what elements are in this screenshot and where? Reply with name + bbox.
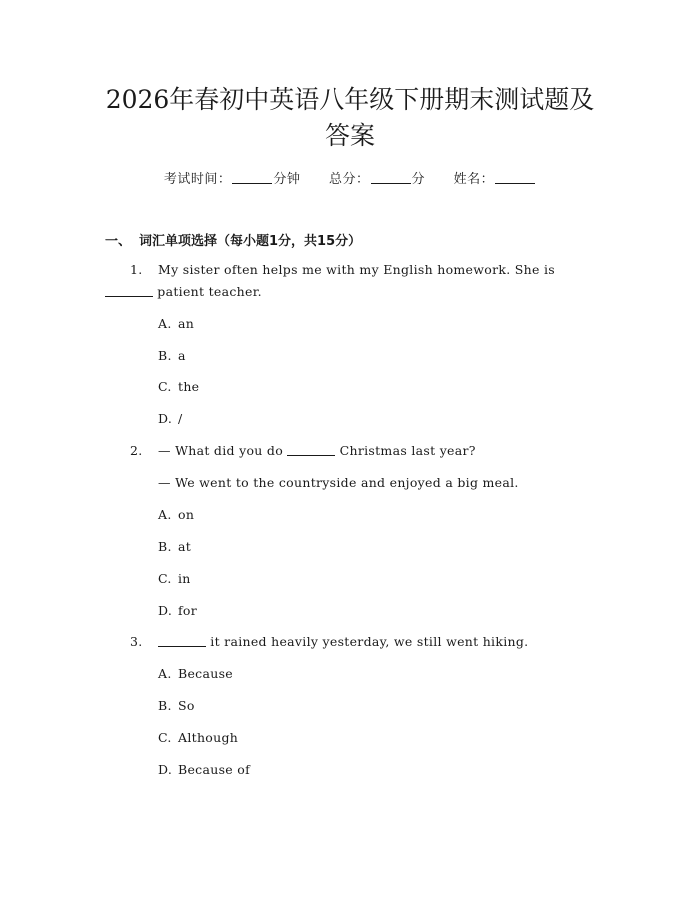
question-text-before: — What did you do <box>158 443 284 458</box>
question-1-line-2 <box>105 284 262 299</box>
option-letter: A. <box>158 507 172 522</box>
option-letter: A. <box>158 666 172 681</box>
question-text: My sister often helps me with my English homework. She is <box>158 262 555 277</box>
question-text-after: Christmas last year? <box>339 443 476 458</box>
name-field <box>454 168 537 187</box>
option-text: on <box>178 507 195 522</box>
option-text: a <box>178 348 186 363</box>
option-c <box>158 730 238 745</box>
answer-blank <box>287 443 335 456</box>
section-heading <box>105 230 361 249</box>
option-b <box>158 348 186 363</box>
question-number: 3. <box>130 634 143 649</box>
section-number: 一、 <box>105 234 132 249</box>
option-text: at <box>178 539 192 554</box>
question-text <box>158 443 476 458</box>
option-letter: D. <box>158 603 173 618</box>
name-blank <box>495 171 535 184</box>
question-response: — We went to the countryside and enjoyed a big meal. <box>158 475 519 490</box>
option-c <box>158 379 199 394</box>
option-text: the <box>178 379 200 394</box>
option-letter: C. <box>158 730 172 745</box>
option-d <box>158 603 197 618</box>
answer-blank <box>158 634 206 647</box>
question-text-continued: patient teacher. <box>157 284 262 299</box>
exam-time-field <box>164 168 301 187</box>
option-a <box>158 316 194 331</box>
option-text: Because of <box>178 762 251 777</box>
total-score-field <box>329 168 425 187</box>
question-text <box>158 634 528 649</box>
exam-meta <box>0 168 700 187</box>
option-letter: D. <box>158 411 173 426</box>
option-letter: B. <box>158 539 172 554</box>
option-text: an <box>178 316 195 331</box>
question-number: 2. <box>130 443 143 458</box>
exam-time-label: 考试时间： <box>163 172 232 187</box>
option-text: for <box>178 603 198 618</box>
answer-blank <box>105 284 153 297</box>
option-a <box>158 666 233 681</box>
option-letter: B. <box>158 698 172 713</box>
section-title: 词汇单项选择（每小题1分，共15分） <box>139 234 362 249</box>
option-a <box>158 507 194 522</box>
option-letter: B. <box>158 348 172 363</box>
option-text: Although <box>178 730 239 745</box>
option-letter: C. <box>158 571 172 586</box>
option-d <box>158 411 183 426</box>
option-d <box>158 762 250 777</box>
option-text: / <box>178 411 183 426</box>
page-title-continued: 答案 <box>324 121 375 150</box>
total-score-unit: 分 <box>411 172 426 187</box>
option-text: So <box>178 698 195 713</box>
exam-time-blank <box>232 171 272 184</box>
question-2-line-2 <box>158 475 519 490</box>
question-number: 1. <box>130 262 143 277</box>
total-score-label: 总分： <box>328 172 370 187</box>
name-label: 姓名： <box>453 172 495 187</box>
question-text-after: it rained heavily yesterday, we still went hiking. <box>210 634 529 649</box>
option-b <box>158 698 195 713</box>
option-text: Because <box>178 666 233 681</box>
option-text: in <box>178 571 191 586</box>
option-letter: D. <box>158 762 173 777</box>
option-letter: A. <box>158 316 172 331</box>
exam-time-unit: 分钟 <box>273 172 301 187</box>
option-b <box>158 539 191 554</box>
option-letter: C. <box>158 379 172 394</box>
total-score-blank <box>371 171 411 184</box>
page-title: 2026年春初中英语八年级下册期末测试题及 <box>105 85 595 114</box>
option-c <box>158 571 191 586</box>
